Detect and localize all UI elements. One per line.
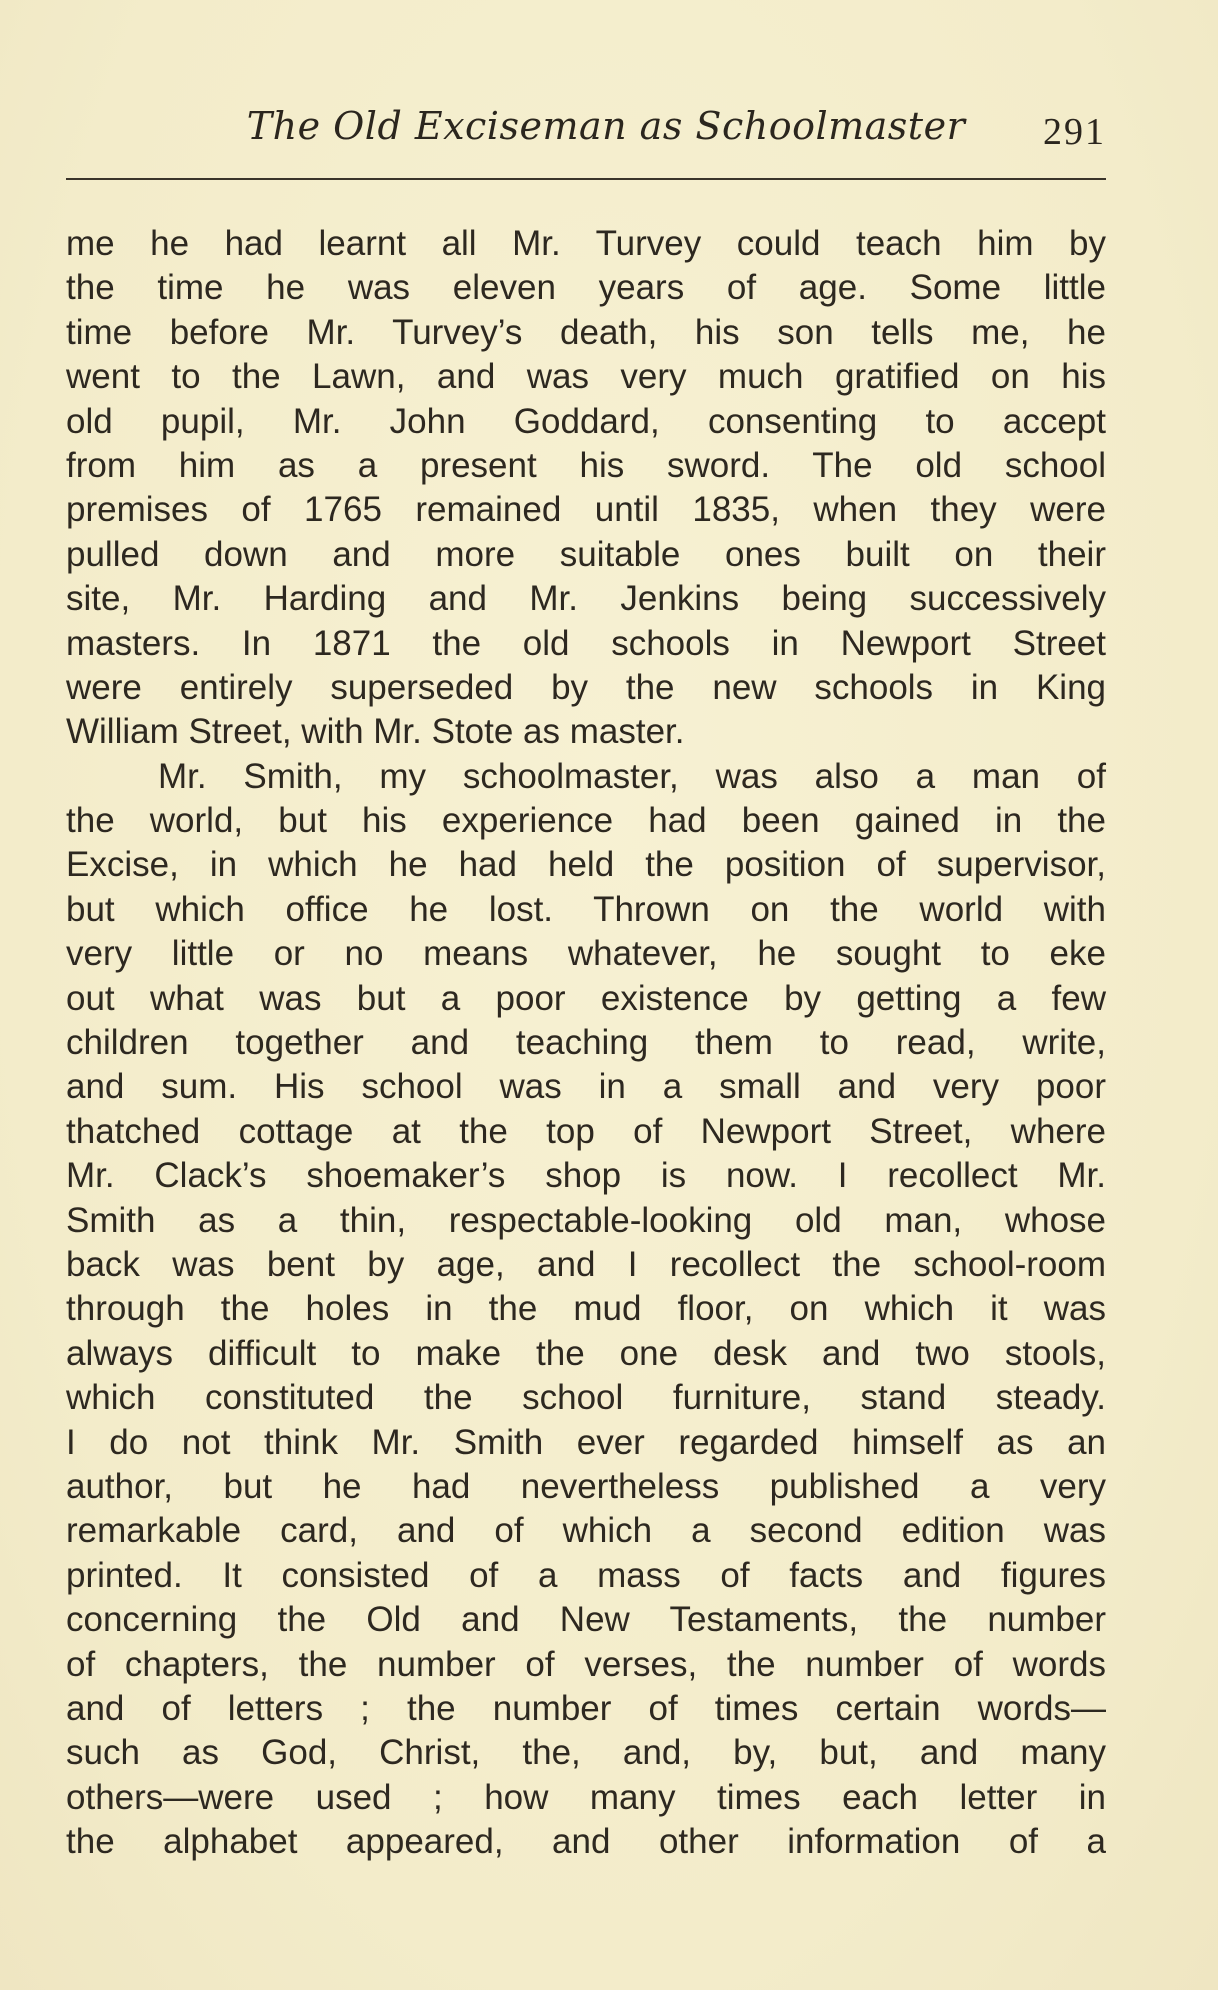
text-line: Excise, in which he had held the position of supervisor, [66, 845, 1106, 885]
text-line: were entirely superseded by the new schools in King [66, 667, 1106, 707]
text-line: remarkable card, and of which a second edition was [66, 1511, 1106, 1551]
page-number: 291 [1043, 111, 1106, 153]
text-line: William Street, with Mr. Stote as master. [66, 712, 685, 752]
text-line: Mr. Smith, my schoolmaster, was also a man of [158, 756, 1106, 796]
header-rule [66, 178, 1106, 180]
text-line: back was bent by age, and I recollect the school-room [66, 1244, 1106, 1284]
text-line: Smith as a thin, respectable-looking old man, whose [66, 1200, 1106, 1240]
text-line: site, Mr. Harding and Mr. Jenkins being successively [66, 579, 1106, 619]
running-title: The Old Exciseman as Schoolmaster [246, 104, 966, 148]
text-line: thatched cottage at the top of Newport Street, where [66, 1111, 1106, 1151]
text-line: through the holes in the mud floor, on which it was [66, 1289, 1106, 1329]
text-line: from him as a present his sword. The old school [66, 445, 1106, 485]
text-line: I do not think Mr. Smith ever regarded himself as an [66, 1422, 1106, 1462]
text-line: went to the Lawn, and was very much gratified on his [66, 357, 1106, 397]
text-line: concerning the Old and New Testaments, the number [66, 1600, 1106, 1640]
text-line: and of letters ; the number of times certain words— [66, 1688, 1106, 1728]
text-line: which constituted the school furniture, stand steady. [66, 1378, 1106, 1418]
text-line: old pupil, Mr. John Goddard, consenting to accept [66, 401, 1106, 441]
body-text [66, 222, 1106, 1864]
text-line: always difficult to make the one desk and two stools, [66, 1333, 1106, 1373]
text-line: and sum. His school was in a small and very poor [66, 1067, 1106, 1107]
text-line: pulled down and more suitable ones built on their [66, 534, 1106, 574]
text-line: children together and teaching them to read, write, [66, 1023, 1106, 1063]
text-line: such as God, Christ, the, and, by, but, and many [66, 1733, 1106, 1773]
text-line: the time he was eleven years of age. Some little [66, 268, 1106, 308]
running-head [66, 96, 1106, 166]
text-line: of chapters, the number of verses, the number of words [66, 1644, 1106, 1684]
text-line: Mr. Clack’s shoemaker’s shop is now. I recollect Mr. [66, 1156, 1106, 1196]
text-line: very little or no means whatever, he sought to eke [66, 934, 1106, 974]
text-line: others—were used ; how many times each letter in [66, 1777, 1106, 1817]
text-line: printed. It consisted of a mass of facts and figures [66, 1555, 1106, 1595]
text-line: masters. In 1871 the old schools in Newport Street [66, 623, 1106, 663]
text-line: author, but he had nevertheless published a very [66, 1466, 1106, 1506]
text-line: but which office he lost. Thrown on the world with [66, 889, 1106, 929]
text-line: premises of 1765 remained until 1835, when they were [66, 490, 1106, 530]
text-line: me he had learnt all Mr. Turvey could teach him by [66, 224, 1106, 263]
text-line: the world, but his experience had been gained in the [66, 801, 1106, 841]
text-line: the alphabet appeared, and other information of a [66, 1822, 1106, 1862]
text-line: out what was but a poor existence by getting a few [66, 978, 1106, 1018]
text-line: time before Mr. Turvey’s death, his son tells me, he [66, 312, 1106, 352]
